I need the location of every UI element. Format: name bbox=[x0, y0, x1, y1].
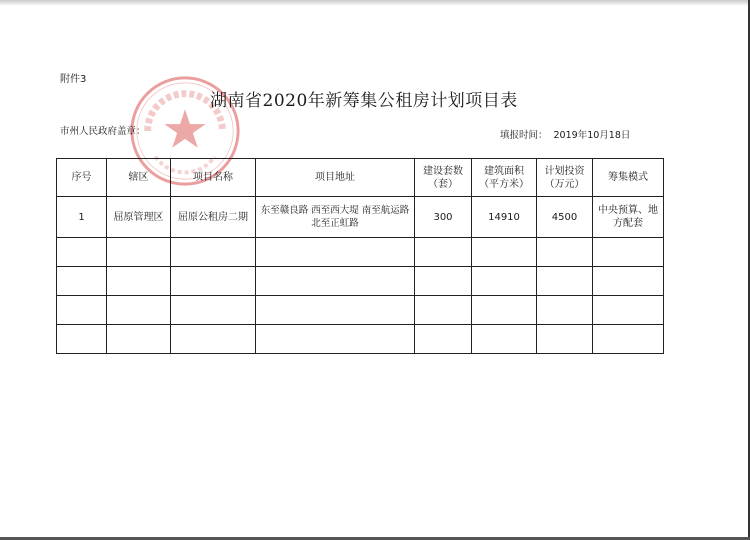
table-row-empty bbox=[57, 238, 664, 267]
table-row-empty bbox=[57, 296, 664, 325]
table-cell: 屈原管理区 bbox=[107, 197, 171, 238]
empty-cell bbox=[171, 325, 256, 354]
government-seal-label: 市州人民政府盖章： bbox=[60, 126, 146, 137]
empty-cell bbox=[415, 238, 472, 267]
header-cell: 辖区 bbox=[107, 159, 171, 197]
table-cell: 中央预算、地方配套 bbox=[593, 197, 664, 238]
empty-cell bbox=[537, 267, 593, 296]
empty-cell bbox=[107, 296, 171, 325]
empty-cell bbox=[537, 238, 593, 267]
header-cell: 项目地址 bbox=[256, 159, 415, 197]
report-date-value: 2019年10月18日 bbox=[553, 130, 631, 141]
page-title: 湖南省2020年新筹集公租房计划项目表 bbox=[210, 91, 518, 111]
empty-cell bbox=[171, 296, 256, 325]
empty-cell bbox=[57, 296, 107, 325]
scan-edge-top bbox=[0, 0, 750, 6]
table-cell: 300 bbox=[415, 197, 472, 238]
table-row-empty bbox=[57, 325, 664, 354]
header-cell: 计划投资（万元） bbox=[537, 159, 593, 197]
empty-cell bbox=[171, 267, 256, 296]
empty-cell bbox=[256, 325, 415, 354]
empty-cell bbox=[593, 296, 664, 325]
empty-cell bbox=[472, 238, 537, 267]
empty-cell bbox=[593, 267, 664, 296]
empty-cell bbox=[57, 267, 107, 296]
header-cell: 建筑面积（平方米） bbox=[472, 159, 537, 197]
empty-cell bbox=[537, 325, 593, 354]
empty-cell bbox=[593, 325, 664, 354]
report-date-label: 填报时间： bbox=[500, 130, 548, 141]
empty-cell bbox=[57, 238, 107, 267]
header-cell: 建设套数（套） bbox=[415, 159, 472, 197]
header-cell: 项目名称 bbox=[171, 159, 256, 197]
empty-cell bbox=[256, 267, 415, 296]
empty-cell bbox=[171, 238, 256, 267]
empty-cell bbox=[415, 325, 472, 354]
empty-cell bbox=[472, 267, 537, 296]
attachment-label: 附件3 bbox=[60, 74, 87, 85]
empty-cell bbox=[57, 325, 107, 354]
table-cell: 东至赣良路 西至西大堤 南至航运路北至正虹路 bbox=[256, 197, 415, 238]
empty-cell bbox=[107, 267, 171, 296]
header-cell: 筹集模式 bbox=[593, 159, 664, 197]
empty-cell bbox=[415, 267, 472, 296]
table-row bbox=[57, 197, 664, 238]
empty-cell bbox=[593, 238, 664, 267]
empty-cell bbox=[472, 325, 537, 354]
table-cell: 14910 bbox=[472, 197, 537, 238]
empty-cell bbox=[107, 325, 171, 354]
table-header-row bbox=[57, 159, 664, 197]
table-row-empty bbox=[57, 267, 664, 296]
empty-cell bbox=[472, 296, 537, 325]
report-date bbox=[500, 127, 636, 141]
table-cell: 1 bbox=[57, 197, 107, 238]
empty-cell bbox=[537, 296, 593, 325]
project-table bbox=[56, 158, 664, 354]
empty-cell bbox=[256, 238, 415, 267]
empty-cell bbox=[415, 296, 472, 325]
header-cell: 序号 bbox=[57, 159, 107, 197]
table-cell: 4500 bbox=[537, 197, 593, 238]
table-cell: 屈原公租房二期 bbox=[171, 197, 256, 238]
empty-cell bbox=[256, 296, 415, 325]
empty-cell bbox=[107, 238, 171, 267]
